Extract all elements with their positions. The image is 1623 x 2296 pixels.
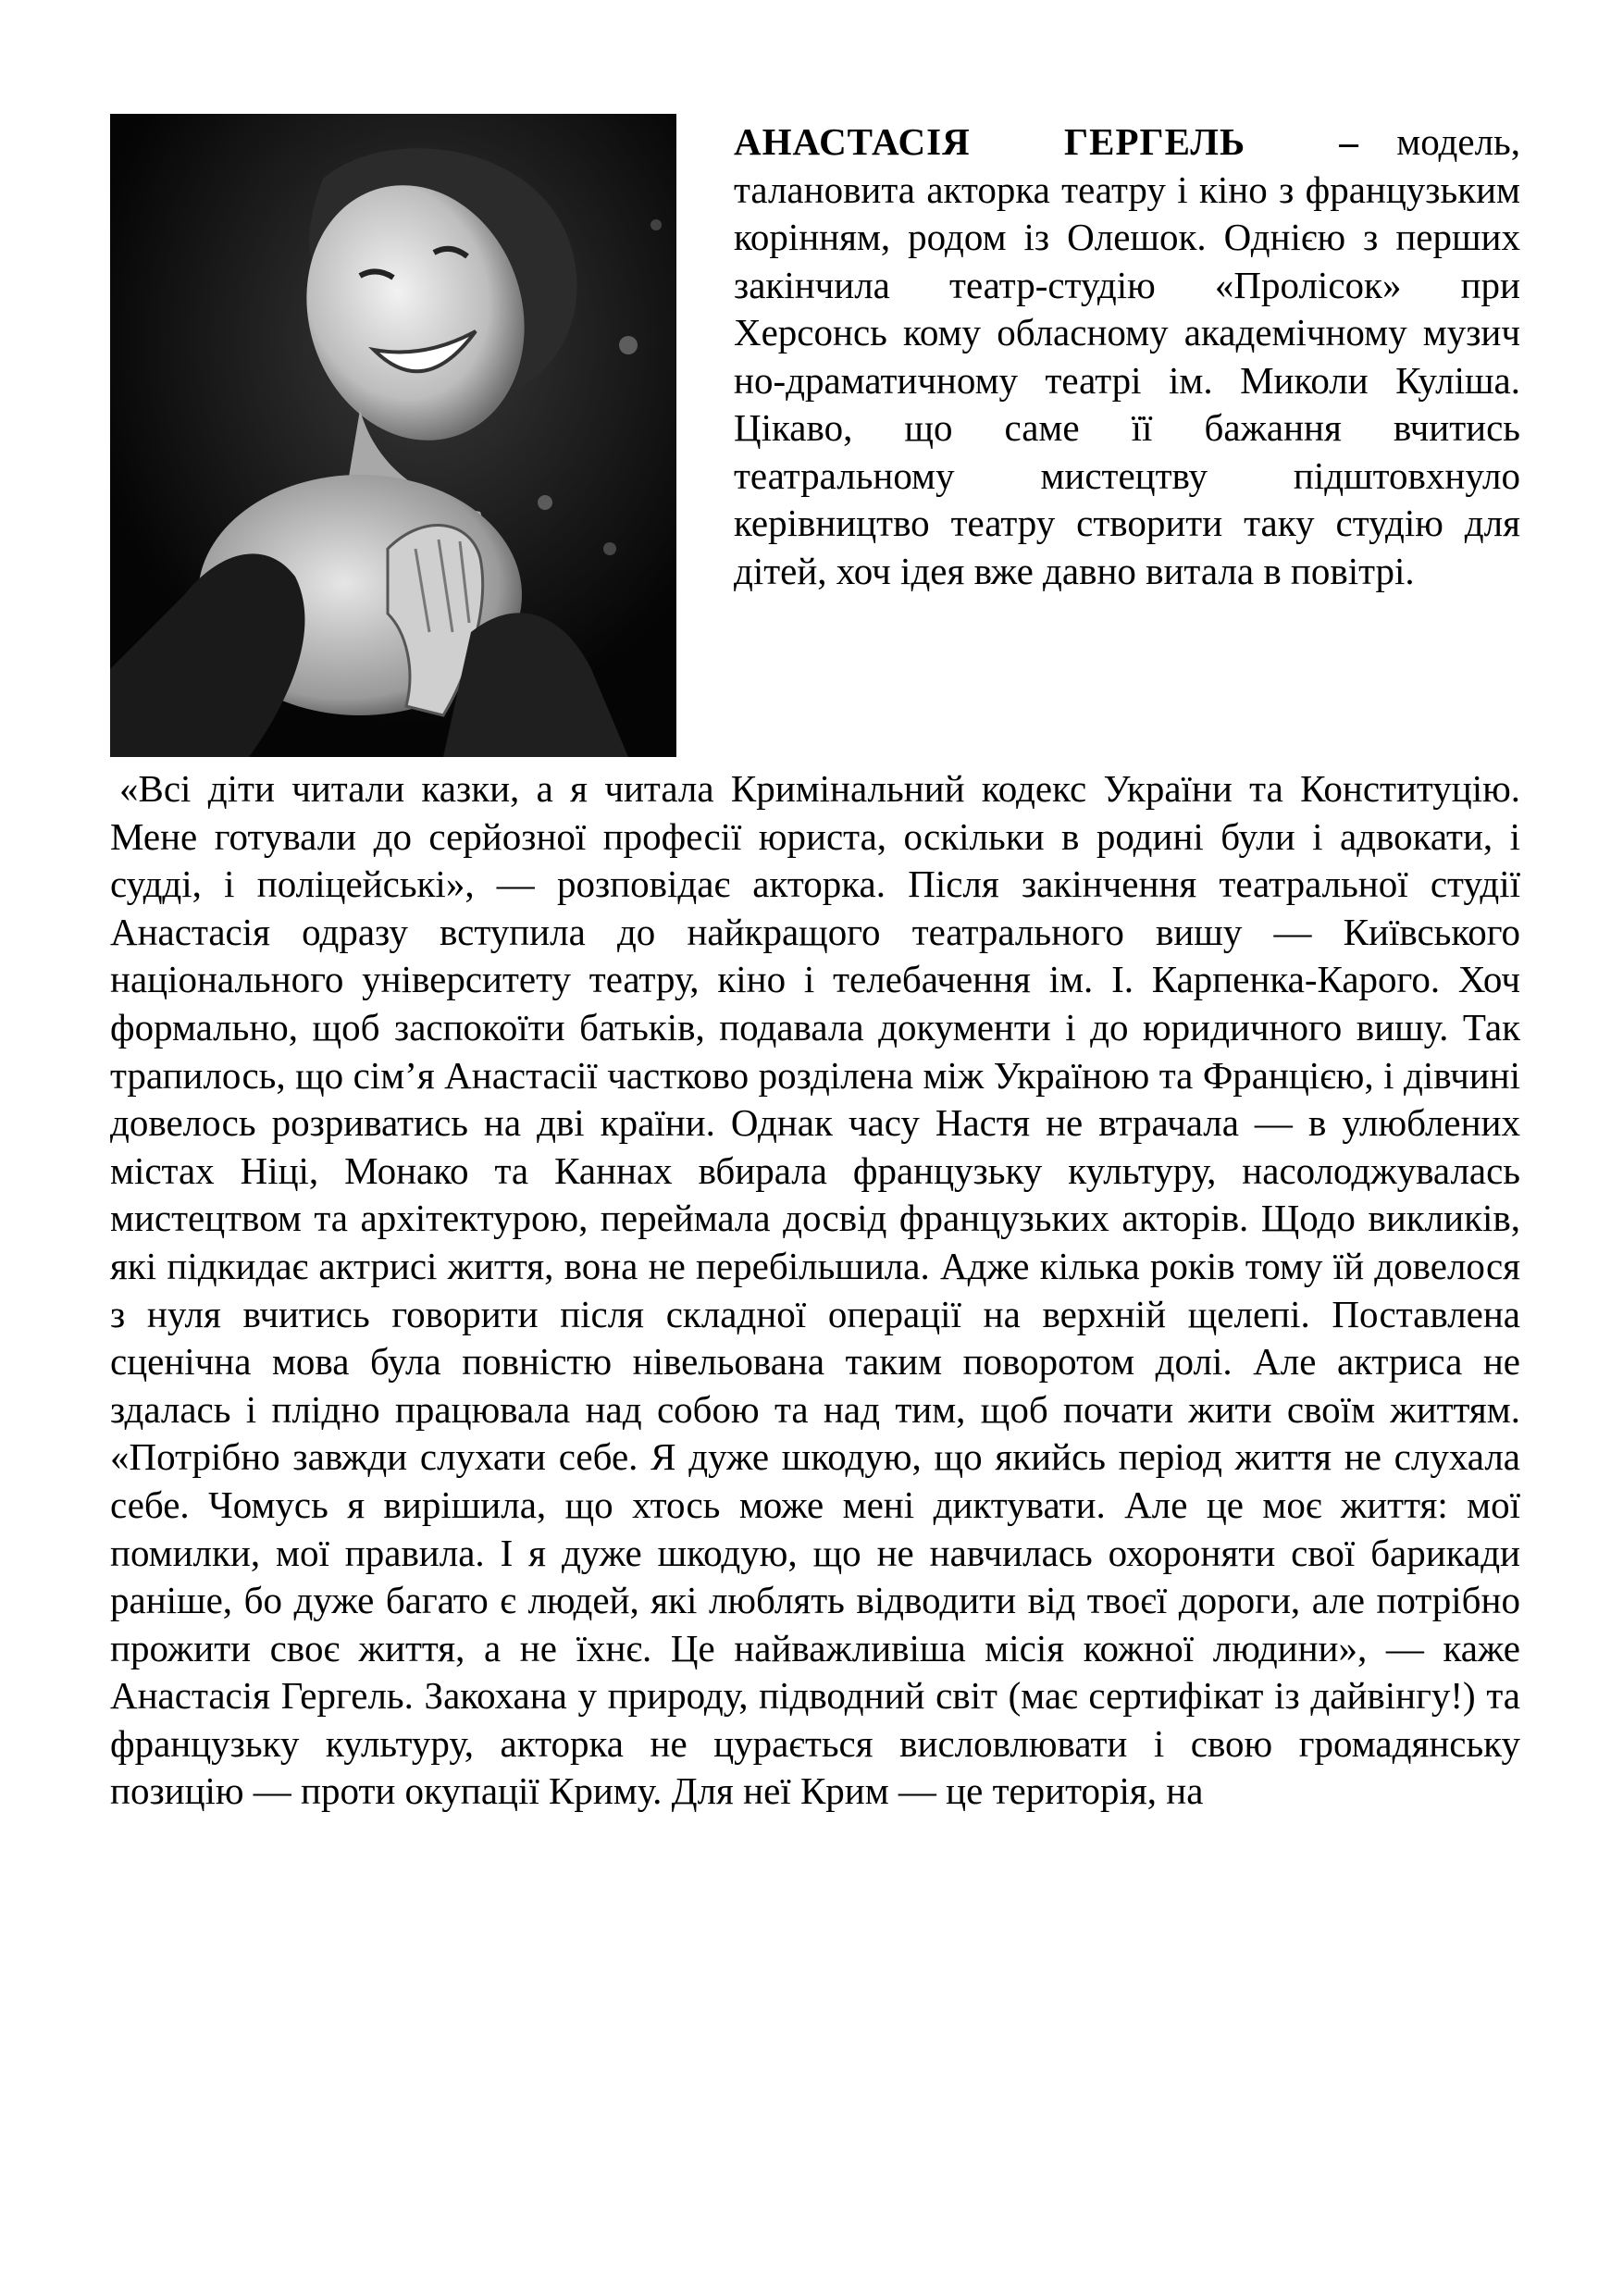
person-name: АНАСТАСІЯ ГЕРГЕЛЬ xyxy=(734,120,1246,163)
intro-paragraph xyxy=(734,118,1520,595)
name-dash: – xyxy=(1245,120,1359,163)
body-paragraph: «Всі діти читали казки, а я читала Кримінальний кодекс України та Конституцію. Мене готували до серйозної професії юриста, оскільки в родині були і адвокати, і судді, і поліцейські», — розповідає акторка. Після закінчення театральної студії Анастасія одразу вступила до найкращого театрального вишу — Київського національного університету театру, кіно і телебачення ім. І. Карпенка-Карого. Хоч формально, щоб заспокоїти батьків, подавала документи і до юридичного вишу. Так трапилось, що сім’я Анастасії частково розділена між Україною та Францією, і дівчині довелось розриватись на дві країни. Однак часу Настя не втрачала — в улюблених містах Ніці, Монако та Каннах вбирала французьку культуру, насолоджувалась мистецтвом та архітектурою, переймала досвід французьких акторів. Щодо викликів, які підкидає актрисі життя, вона не перебільшила. Адже кілька років тому їй довелося з нуля вчитись говорити після складної операції на верхній щелепі. Поставлена сценічна мова була повністю нівельована таким поворотом долі. Але актриса не здалась і плідно працювала над собою та над тим, щоб почати жити своїм життям. «Потрібно завжди слухати себе. Я дуже шкодую, що якийсь період життя не слухала себе. Чомусь я вирішила, що хтось може мені диктувати. Але це моє життя: мої помилки, мої правила. І я дуже шкодую, що не навчилась охороняти свої барикади раніше, бо дуже багато є людей, які люблять відводити від твоєї дороги, але потрібно прожити своє життя, а не їхнє. Це найважливіша місія кожної людини», — каже Анастасія Гергель. Закохана у природу, підводний світ (має сертифікат із дайвінгу!) та французьку культуру, акторка не цурається висловлювати і свою громадянську позицію — проти окупації Криму. Для неї Крим — це територія, на xyxy=(110,767,1520,1813)
portrait-photo-icon xyxy=(110,114,676,757)
portrait-photo xyxy=(110,114,676,757)
intro-text: модель, талановита акторка театру і кіно з французьким корінням, родом із Олешок. Однією з перших закінчила театр-студію «Пролісок» при Херсонсь кому обласному академічному музич но-драматичному театрі ім. Миколи Куліша. Цікаво, що саме її бажання вчитись театральному мистецтву підштовхнуло керівництво театру створити таку студію для дітей, хоч ідея вже давно витала в повітрі. xyxy=(734,120,1521,592)
